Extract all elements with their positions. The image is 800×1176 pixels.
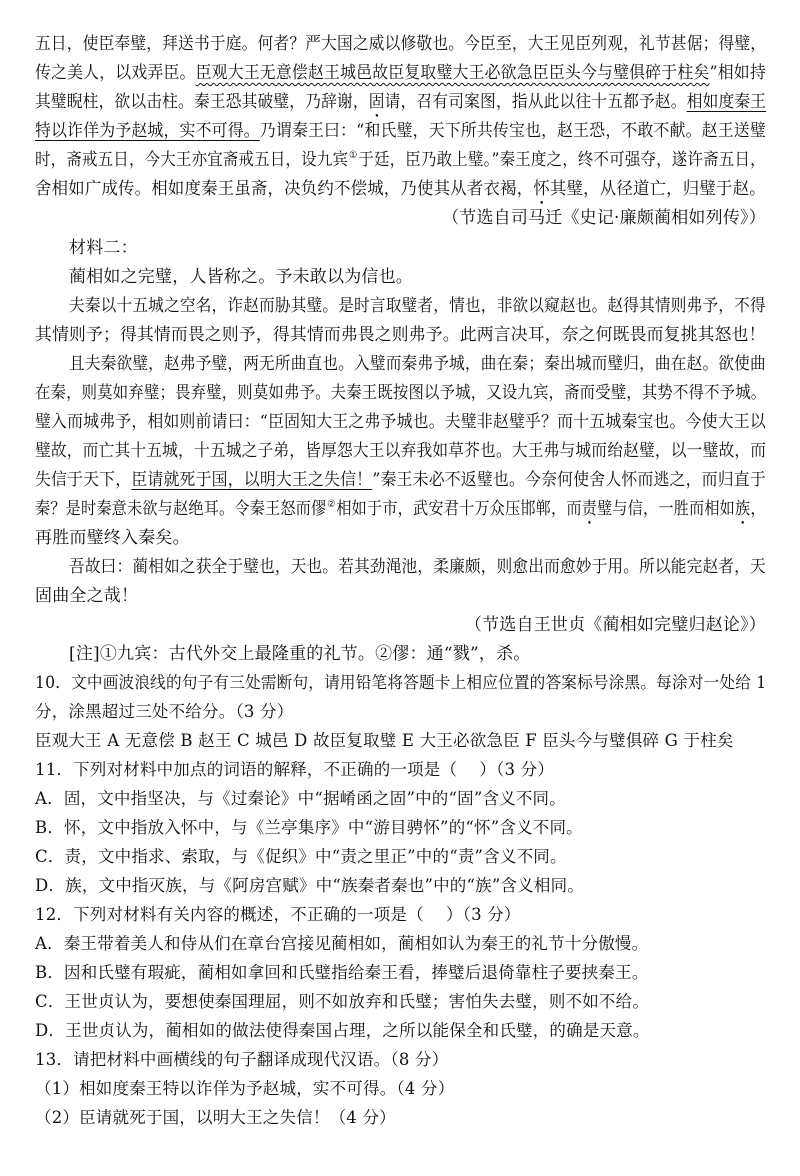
question-13-part-1: （1）相如度秦王特以诈佯为予赵城，实不可得。（4 分）: [35, 1079, 455, 1098]
dotted-word-zu: 族: [735, 499, 751, 519]
material1-line-6: 舍相如广成传。相如度秦王虽斋，决负约不偿城，乃使其从者衣褐，怀其璧，从径道亡，归璧于赵。: [35, 179, 766, 199]
material2-p3-line-2: 在秦，则莫如弃璧；畏弃璧，则莫如弗予。夫秦王既按图以予城，又设九宾，斋而受璧，其势不得不予城。: [35, 383, 767, 403]
question-13: 13．请把材料中画横线的句子翻译成现代汉语。（8 分）: [35, 1050, 449, 1069]
question-11-option-d: D．族，文中指灭族，与《阿房宫赋》中“族秦者秦也”中的“族”含义相同。: [35, 876, 584, 895]
question-11: 11．下列对材料中加点的词语的解释，不正确的一项是（ ）（3 分）: [35, 760, 555, 779]
material2-p3-line-5: 失信于天下，臣请就死于国，以明大王之失信！”秦王未必不返璧也。今奈何使舍人怀而逃之，而归直于: [35, 470, 766, 490]
material2-p4-line-2: 固曲全之哉！: [35, 586, 139, 606]
question-13-part-2: （2）臣请就死于国，以明大王之失信！（4 分）: [35, 1108, 396, 1127]
wavy-underlined-sentence: 臣观大王无意偿赵王城邑故臣复取璧大王必欲急臣臣头今与璧俱碎于柱矣: [195, 63, 710, 83]
material2-p1: 蔺相如之完璧，人皆称之。予未敢以为信也。: [69, 267, 413, 287]
question-12-option-b: B．因和氏璧有瑕疵，蔺相如拿回和氏璧指给秦王看，捧璧后退倚靠柱子要挟秦王。: [35, 963, 649, 982]
question-12-option-c: C．王世贞认为，要想使秦国理屈，则不如放弃和氏璧；害怕失去璧，则不如不给。: [35, 992, 650, 1011]
material1-line-1: 五日，使臣奉璧，拜送书于庭。何者？严大国之威以修敬也。今臣至，大王见臣列观，礼节甚倨；得璧，: [35, 34, 767, 54]
question-12-option-a: A．秦王带着美人和侍从们在章台宫接见蔺相如，蔺相如认为秦王的礼节十分傲慢。: [35, 934, 649, 953]
material1-source: （节选自司马迁《史记·廉颇蔺相如列传》）: [442, 208, 766, 228]
material1-line-5: 时，斋戒五日，今大王亦宜斋戒五日，设九宾①于廷，臣乃敢上璧。”秦王度之，终不可强夺，遂许斋五日，: [35, 150, 766, 170]
underlined-sentence-1-end: 特以诈佯为予赵城，实不可得。: [35, 121, 260, 141]
footnote-mark-1: ①: [349, 150, 358, 161]
material2-p3-line-3: 璧入而城弗予，相如则前请曰：“臣固知大王之弗予城也。夫璧非赵璧乎？而十五城秦宝也。今使大王以: [35, 412, 766, 432]
material2-p2-line-1: 夫秦以十五城之空名，诈赵而胁其璧。是时言取璧者，情也，非欲以窥赵也。赵得其情则弗予，不得: [69, 296, 766, 316]
underlined-sentence-1-start: 相如度秦王: [686, 92, 767, 112]
dotted-word-gu: 固: [368, 92, 385, 112]
dotted-word-ze: 责: [581, 499, 597, 519]
material2-p3-line-4: 璧故，而亡其十五城，十五城之子弟，皆厚怨大王以弃我如草芥也。大王弗与城而绐赵璧，以一璧故，而: [35, 441, 767, 461]
material2-p3-line-1: 且夫秦欲璧，赵弗予璧，两无所曲直也。入璧而秦弗予城，曲在秦；秦出城而璧归，曲在赵。欲使曲: [69, 354, 766, 374]
question-10-line-1: 10．文中画波浪线的句子有三处需断句，请用铅笔将答题卡上相应位置的答案标号涂黑。每涂对一处给 1: [35, 673, 767, 692]
material2-p3-line-7: 再胜而璧终入秦矣。: [35, 528, 190, 548]
material2-p4-line-1: 吾故曰：蔺相如之获全于璧也，天也。若其劲渑池，柔廉颇，则愈出而愈妙于用。所以能完赵者，天: [69, 557, 766, 577]
material1-line-3: 其璧睨柱，欲以击柱。秦王恐其破璧，乃辞谢，固请，召有司案图，指从此以往十五都予赵。相如度秦王: [35, 92, 767, 112]
material2-source: （节选自王世贞《蔺相如完璧归赵论》）: [464, 615, 766, 635]
question-11-option-a: A．固，文中指坚决，与《过秦论》中“据崤函之固”中的“固”含义不同。: [35, 789, 566, 808]
footnote-mark-2: ②: [327, 499, 336, 510]
annotation: [注]①九宾：古代外交上最隆重的礼节。②僇：通“戮”，杀。: [69, 644, 531, 664]
question-11-option-c: C．责，文中指求、索取，与《促织》中“责之里正”中的“责”含义不同。: [35, 847, 567, 866]
underlined-sentence-2: 臣请就死于国，以明大王之失信！: [131, 470, 373, 490]
question-11-option-b: B．怀，文中指放入怀中，与《兰亭集序》中“游目骋怀”的“怀”含义不同。: [35, 818, 583, 837]
question-10-options: 臣观大王 A 无意偿 B 赵王 C 城邑 D 故臣复取璧 E 大王必欲急臣 F 臣头今与璧俱碎 G 于柱矣: [35, 731, 734, 750]
dotted-word-huai: 怀: [533, 179, 550, 199]
material2-heading: 材料二：: [69, 238, 138, 258]
material2-p2-line-2: 其情则予；得其情而畏之则予，得其情而弗畏之则弗予。此两言决耳，奈之何既畏而复挑其怒也！: [35, 325, 766, 345]
material1-line-4: 特以诈佯为予赵城，实不可得。乃谓秦王曰：“和氏璧，天下所共传宝也，赵王恐，不敢不献。赵王送璧: [35, 121, 766, 141]
question-12: 12．下列对材料有关内容的概述，不正确的一项是（ ）（3 分）: [35, 905, 521, 924]
question-12-option-d: D．王世贞认为，蔺相如的做法使得秦国占理，之所以能保全和氏璧，的确是天意。: [35, 1021, 650, 1040]
material1-line-2: 传之美人，以戏弄臣。臣观大王无意偿赵王城邑故臣复取璧大王必欲急臣臣头今与璧俱碎于柱矣”相如持: [35, 63, 766, 83]
question-10-line-2: 分，涂黑超过三处不给分。（3 分）: [35, 702, 294, 721]
material2-p3-line-6: 秦？是时秦意未欲与赵绝耳。令秦王怒而僇②相如于市，武安君十万众压邯郸，而责璧与信，一胜而相如族，: [35, 499, 766, 519]
